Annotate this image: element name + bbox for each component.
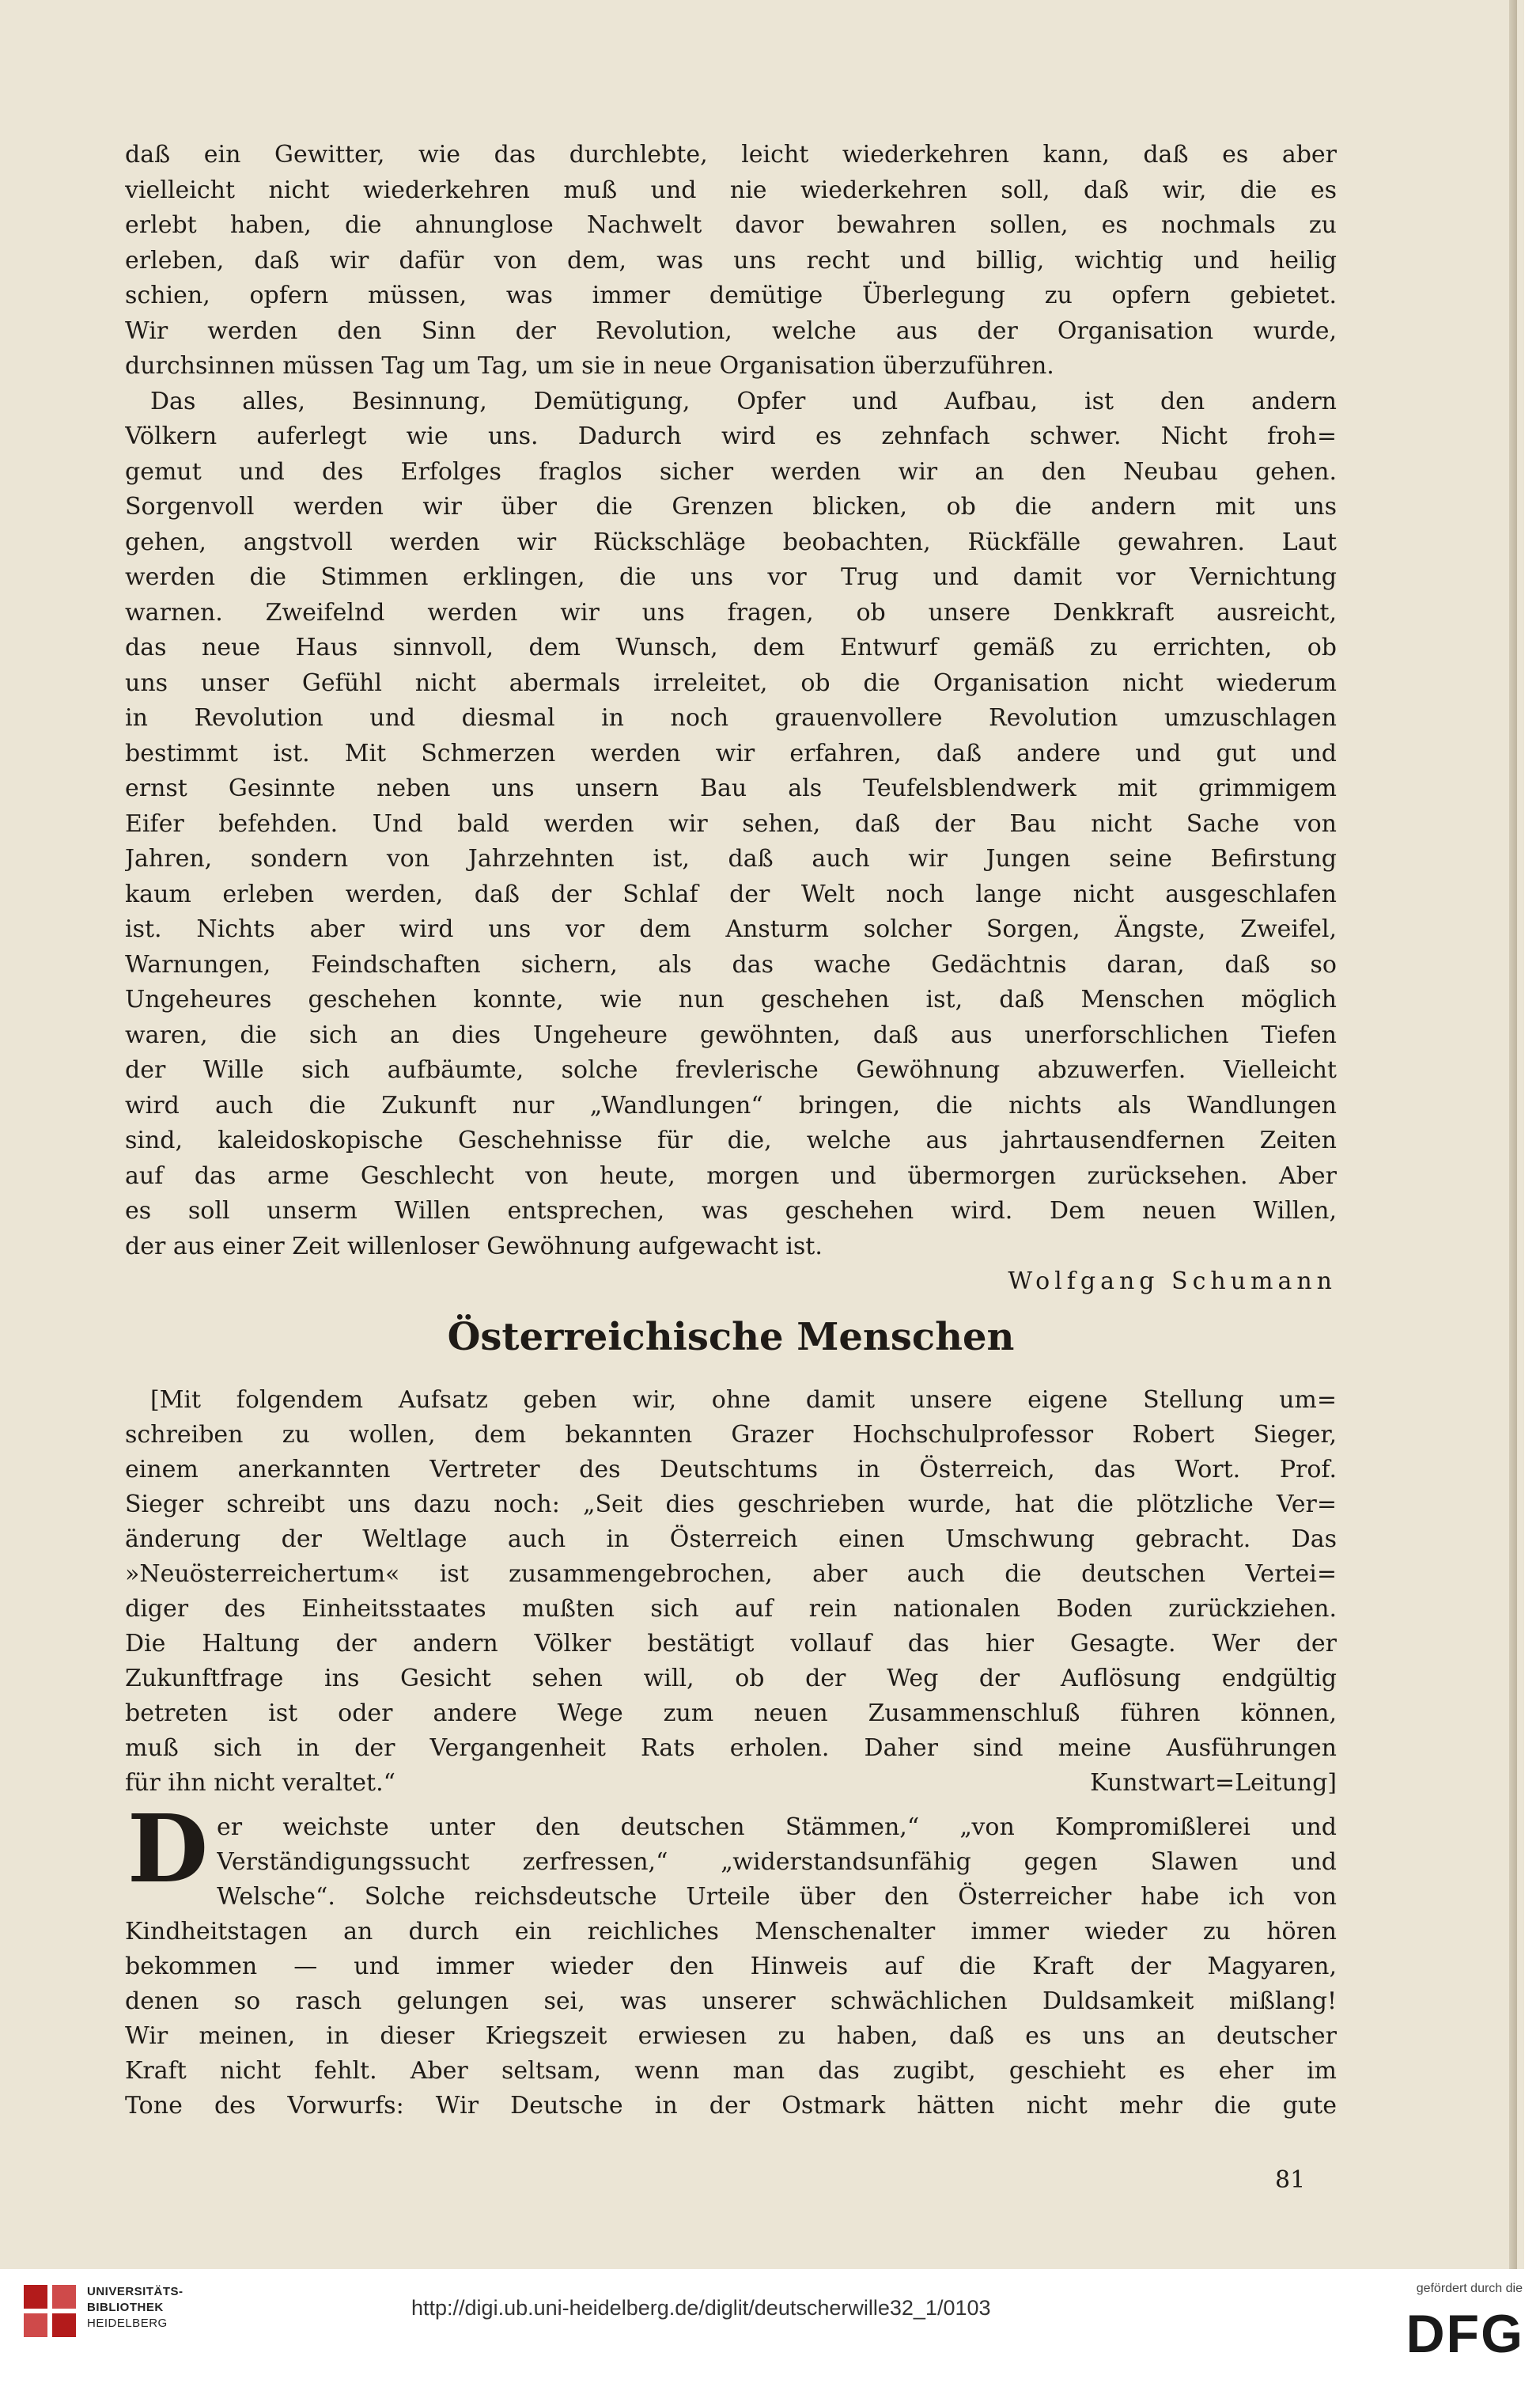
intro-line: diger des Einheitsstaates mußten sich auf rein nationalen Boden zurückziehen.	[125, 1595, 1337, 1623]
intro-line: muß sich in der Vergangenheit Rats erholen. Daher sind meine Ausführungen	[125, 1734, 1337, 1762]
text-line: Das alles, Besinnung, Demütigung, Opfer und Aufbau, ist den andern	[150, 388, 1337, 415]
body-line: er weichste unter den deutschen Stämmen,“ „von Kompromißlerei und	[217, 1813, 1337, 1841]
text-line: ernst Gesinnte neben uns unsern Bau als Teufelsblendwerk mit grimmigem	[125, 775, 1337, 802]
body-line: Welsche“. Solche reichsdeutsche Urteile über den Österreicher habe ich von	[217, 1883, 1337, 1911]
body-line: Kraft nicht fehlt. Aber seltsam, wenn man das zugibt, geschieht es eher im	[125, 2057, 1337, 2085]
intro-line: einem anerkannten Vertreter des Deutschtums in Österreich, das Wort. Prof.	[125, 1456, 1337, 1483]
text-line: Warnungen, Feindschaften sichern, als das wache Gedächtnis daran, daß so	[125, 951, 1337, 979]
text-line: Sorgenvoll werden wir über die Grenzen blicken, ob die andern mit uns	[125, 493, 1337, 521]
text-line: ist. Nichts aber wird uns vor dem Ansturm solcher Sorgen, Ängste, Zweifel,	[125, 915, 1337, 943]
funded-by-label: gefördert durch die	[1416, 2282, 1523, 2295]
article-title: Österreichische Menschen	[447, 1315, 1015, 1359]
text-line: schien, opfern müssen, was immer demütige Überlegung zu opfern gebietet.	[125, 282, 1337, 309]
library-name-line: BIBLIOTHEK	[87, 2301, 164, 2314]
intro-line-end: für ihn nicht veraltet.“	[125, 1769, 395, 1797]
text-line: daß ein Gewitter, wie das durchlebte, leicht wiederkehren kann, daß es aber	[125, 141, 1337, 169]
dfg-logo: DFG	[1406, 2304, 1524, 2364]
body-line: Tone des Vorwurfs: Wir Deutsche in der Ostmark hätten nicht mehr die gute	[125, 2092, 1337, 2120]
intro-line: Sieger schreibt uns dazu noch: „Seit dies geschrieben wurde, hat die plötzliche Ver=	[125, 1491, 1337, 1518]
text-line: warnen. Zweifelnd werden wir uns fragen, ob unsere Denkkraft ausreicht,	[125, 599, 1337, 627]
text-line: durchsinnen müssen Tag um Tag, um sie in neue Organisation überzuführen.	[125, 352, 1054, 380]
text-line: erleben, daß wir dafür von dem, was uns recht und billig, wichtig und heilig	[125, 247, 1337, 275]
text-line: der Wille sich aufbäumte, solche frevlerische Gewöhnung abzuwerfen. Vielleicht	[125, 1056, 1337, 1084]
intro-line: [Mit folgendem Aufsatz geben wir, ohne damit unsere eigene Stellung um=	[150, 1386, 1337, 1414]
page-number: 81	[1275, 2166, 1306, 2194]
text-line: erlebt haben, die ahnunglose Nachwelt davor bewahren sollen, es nochmals zu	[125, 211, 1337, 239]
university-library-logo	[19, 2280, 82, 2343]
text-line: Ungeheures geschehen konnte, wie nun geschehen ist, daß Menschen möglich	[125, 986, 1337, 1013]
intro-line: Zukunftfrage ins Gesicht sehen will, ob der Weg der Auflösung endgültig	[125, 1665, 1337, 1692]
intro-line: Die Haltung der andern Völker bestätigt vollauf das hier Gesagte. Wer der	[125, 1630, 1337, 1657]
text-line: gemut und des Erfolges fraglos sicher werden wir an den Neubau gehen.	[125, 458, 1337, 486]
library-name-line: HEIDELBERG	[87, 2317, 168, 2330]
intro-line: schreiben zu wollen, dem bekannten Grazer Hochschulprofessor Robert Sieger,	[125, 1421, 1337, 1449]
text-line: vielleicht nicht wiederkehren muß und nie wiederkehren soll, daß wir, die es	[125, 176, 1337, 204]
text-line: in Revolution und diesmal in noch grauenvollere Revolution umzuschlagen	[125, 704, 1337, 732]
body-line: Wir meinen, in dieser Kriegszeit erwiesen zu haben, daß es uns an deutscher	[125, 2022, 1337, 2050]
text-line: Eifer befehden. Und bald werden wir sehen, daß der Bau nicht Sache von	[125, 810, 1337, 838]
library-name-line: UNIVERSITÄTS-	[87, 2285, 184, 2298]
text-line: Jahren, sondern von Jahrzehnten ist, daß auch wir Jungen seine Befirstung	[125, 845, 1337, 873]
intro-line: »Neuösterreichertum« ist zusammengebrochen, aber auch die deutschen Vertei=	[125, 1560, 1337, 1588]
text-line: kaum erleben werden, daß der Schlaf der Welt noch lange nicht ausgeschlafen	[125, 881, 1337, 908]
text-line: sind, kaleidoskopische Geschehnisse für die, welche aus jahrtausendfernen Zeiten	[125, 1127, 1337, 1154]
text-line: Wir werden den Sinn der Revolution, welche aus der Organisation wurde,	[125, 317, 1337, 345]
text-line: wird auch die Zukunft nur „Wandlungen“ bringen, die nichts als Wandlungen	[125, 1092, 1337, 1120]
footer-bar	[0, 2269, 1540, 2383]
text-line: waren, die sich an dies Ungeheure gewöhnten, daß aus unerforschlichen Tiefen	[125, 1021, 1337, 1049]
text-line: werden die Stimmen erklingen, die uns vor Trug und damit vor Vernichtung	[125, 563, 1337, 591]
permalink-url[interactable]: http://digi.ub.uni-heidelberg.de/diglit/deutscherwille32_1/0103	[411, 2296, 991, 2320]
text-line: das neue Haus sinnvoll, dem Wunsch, dem Entwurf gemäß zu errichten, ob	[125, 634, 1337, 661]
intro-line: änderung der Weltlage auch in Österreich einen Umschwung gebracht. Das	[125, 1525, 1337, 1553]
text-line: Völkern auferlegt wie uns. Dadurch wird es zehnfach schwer. Nicht froh=	[125, 422, 1337, 450]
drop-cap-initial: D	[127, 1794, 209, 1904]
text-line: bestimmt ist. Mit Schmerzen werden wir erfahren, daß andere und gut und	[125, 740, 1337, 767]
page-edge-shadow	[1509, 0, 1517, 2269]
body-line: Kindheitstagen an durch ein reichliches Menschenalter immer wieder zu hören	[125, 1918, 1337, 1945]
text-line: es soll unserm Willen entsprechen, was geschehen wird. Dem neuen Willen,	[125, 1197, 1337, 1225]
text-line: der aus einer Zeit willenloser Gewöhnung aufgewacht ist.	[125, 1233, 823, 1260]
body-line: Verständigungssucht zerfressen,“ „widerstandsunfähig gegen Slawen und	[217, 1848, 1337, 1876]
text-line: gehen, angstvoll werden wir Rückschläge beobachten, Rückfälle gewahren. Laut	[125, 529, 1337, 556]
intro-last-line	[125, 1767, 1337, 1799]
body-line: denen so rasch gelungen sei, was unserer schwächlichen Duldsamkeit mißlang!	[125, 1987, 1337, 2015]
intro-signature: Kunstwart=Leitung]	[1090, 1769, 1337, 1797]
author-signature: Wolfgang Schumann	[1008, 1267, 1337, 1295]
text-line: uns unser Gefühl nicht abermals irreleitet, ob die Organisation nicht wiederum	[125, 669, 1337, 697]
text-line: auf das arme Geschlecht von heute, morgen und übermorgen zurücksehen. Aber	[125, 1162, 1337, 1190]
body-line: bekommen — und immer wieder den Hinweis auf die Kraft der Magyaren,	[125, 1953, 1337, 1980]
intro-line: betreten ist oder andere Wege zum neuen Zusammenschluß führen können,	[125, 1699, 1337, 1727]
